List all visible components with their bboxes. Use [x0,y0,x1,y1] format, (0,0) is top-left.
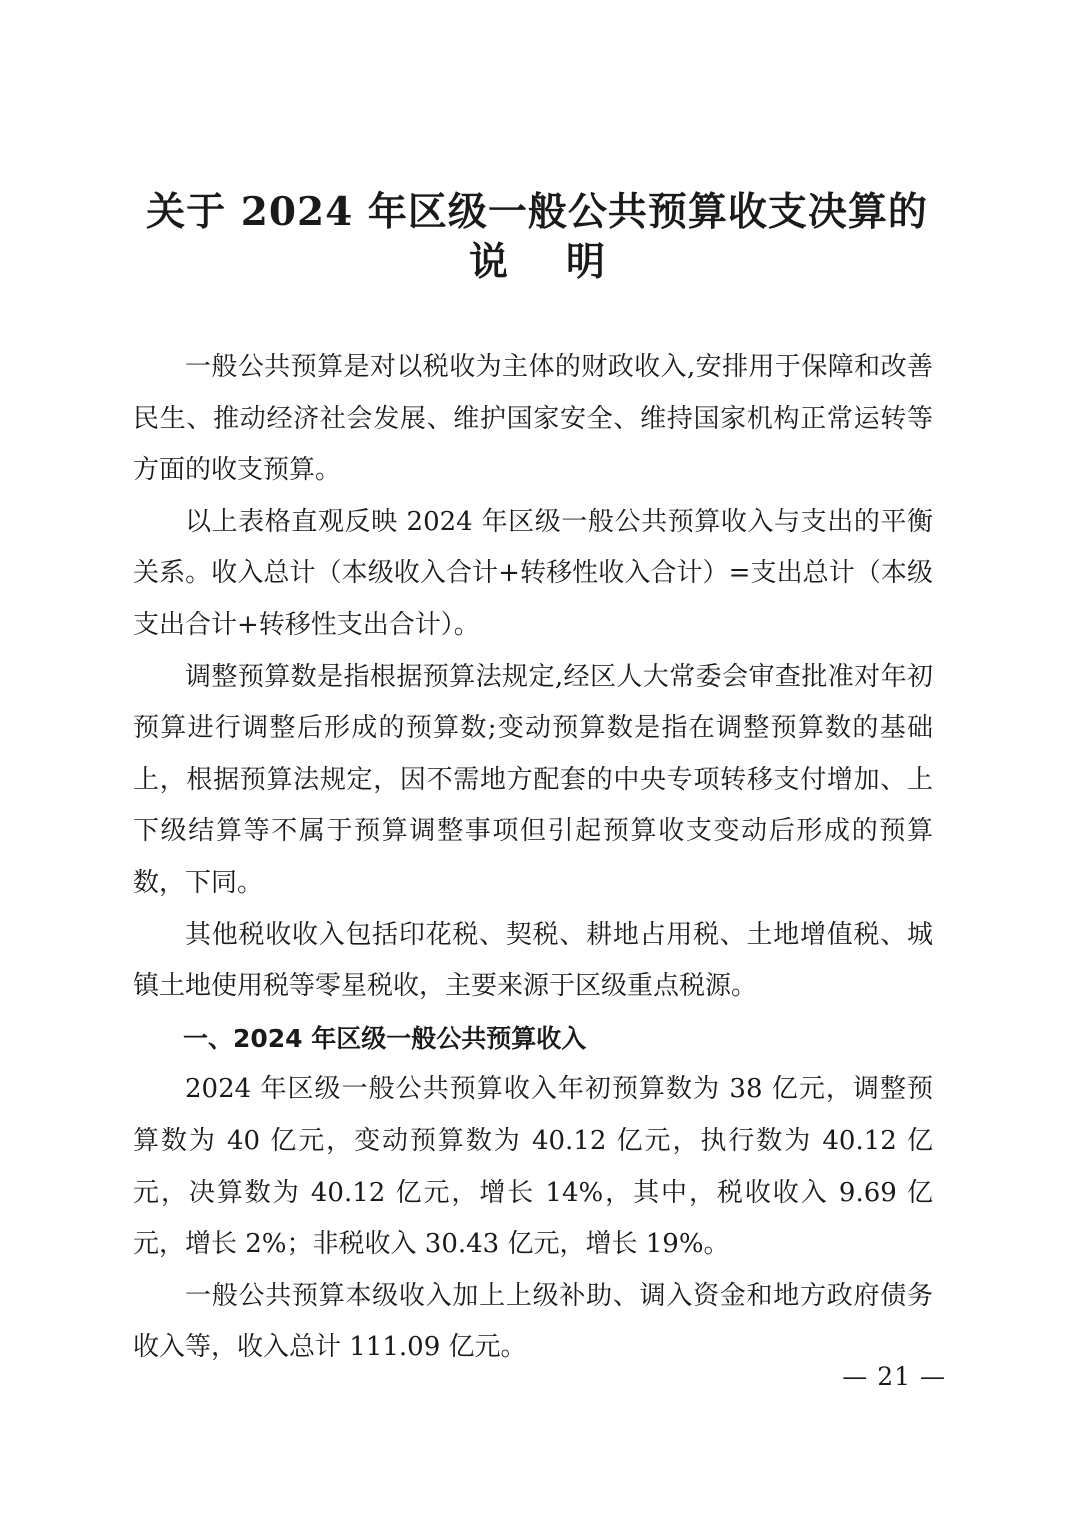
paragraph-other-taxes: 其他税收收入包括印花税、契税、耕地占用税、土地增值税、城镇土地使用税等零星税收，主要来源于区级重点税源。 [133,919,933,1002]
document-title-second-line: 说明 [468,239,663,285]
paragraph-definition: 一般公共预算是对以税收为主体的财政收入,安排用于保障和改善民生、推动经济社会发展、维护国家安全、维持国家机构正常运转等方面的收支预算。 [133,352,933,486]
document-body [133,342,933,1374]
paragraph-revenue-figures: 2024 年区级一般公共预算收入年初预算数为 38 亿元，调整预算数为 40 亿元，变动预算数为 40.12 亿元，执行数为 40.12 亿元，决算数为 40.12 亿元，增长 14%，其中，税收收入 9.69 亿元，增长 2%；非税收入 30.43 亿元，增长 19%。 [133,1074,933,1260]
paragraph-adjusted-budget: 调整预算数是指根据预算法规定,经区人大常委会审查批准对年初预算进行调整后形成的预算数;变动预算数是指在调整预算数的基础上，根据预算法规定，因不需地方配套的中央专项转移支付增加、上下级结算等不属于预算调整事项但引起预算收支变动后形成的预算数，下同。 [133,661,933,898]
document-title: 关于 2024 年区级一般公共预算收支决算的 [146,189,928,235]
paragraph-revenue-total: 一般公共预算本级收入加上上级补助、调入资金和地方政府债务收入等，收入总计 111.09 亿元。 [133,1280,933,1363]
paragraph-balance: 以上表格直观反映 2024 年区级一般公共预算收入与支出的平衡关系。收入总计（本级收入合计+转移性收入合计）=支出总计（本级支出合计+转移性支出合计）。 [133,506,933,640]
section-heading-revenue: 一、2024 年区级一般公共预算收入 [183,1023,587,1053]
page-number: — 21 — [842,1362,946,1391]
